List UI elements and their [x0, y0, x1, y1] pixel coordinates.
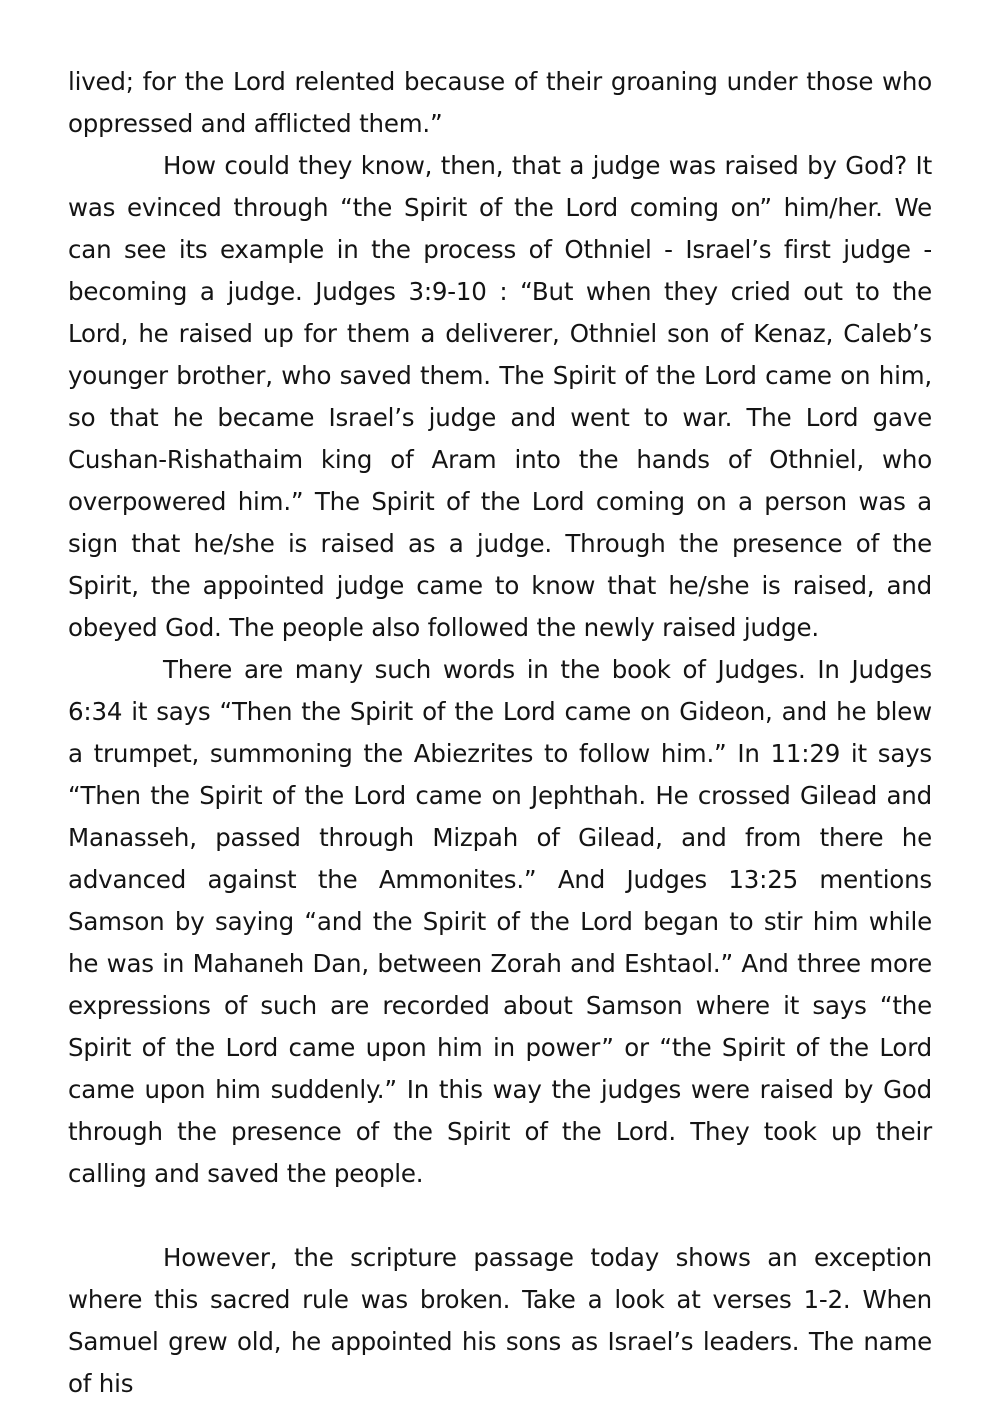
paragraph-judges-examples: There are many such words in the book of Judges. In Judges 6:34 it says “Then the Spirit of the Lord came on Gideon, and he blew a trumpet, summoning the Abiezrites to follow him.” In 11:29 it says “Then the Spirit of the Lord came on Jephthah. He crossed Gilead and Manasseh, passed through Mizpah of Gilead, and from there he advanced against the Ammonites.” And Judges 13:25 mentions Samson by saying “and the Spirit of the Lord began to stir him while he was in Mahaneh Dan, between Zorah and Eshtaol.” And three more expressions of such are recorded about Samson where it says “the Spirit of the Lord came upon him in power” or “the Spirit of the Lord came upon him suddenly.” In this way the judges were raised by God through the presence of the Spirit of the Lord. They took up their calling and saved the people. [68, 655, 932, 1188]
paragraph-spacer [68, 1195, 932, 1237]
document-page [68, 61, 932, 1405]
paragraph-continuation: lived; for the Lord relented because of their groaning under those who oppressed and afflicted them.” [68, 67, 932, 138]
paragraph-spirit-of-the-lord: How could they know, then, that a judge was raised by God? It was evinced through “the Spirit of the Lord coming on” him/her. We can see its example in the process of Othniel - Israel’s first judge - becoming a judge. Judges 3:9-10 : “But when they cried out to the Lord, he raised up for them a deliverer, Othniel son of Kenaz, Caleb’s younger brother, who saved them. The Spirit of the Lord came on him, so that he became Israel’s judge and went to war. The Lord gave Cushan-Rishathaim king of Aram into the hands of Othniel, who overpowered him.” The Spirit of the Lord coming on a person was a sign that he/she is raised as a judge. Through the presence of the Spirit, the appointed judge came to know that he/she is raised, and obeyed God. The people also followed the newly raised judge. [68, 151, 932, 642]
paragraph-exception: However, the scripture passage today shows an exception where this sacred rule was broken. Take a look at verses 1-2. When Samuel grew old, he appointed his sons as Israel’s leaders. The name of his [68, 1243, 932, 1398]
